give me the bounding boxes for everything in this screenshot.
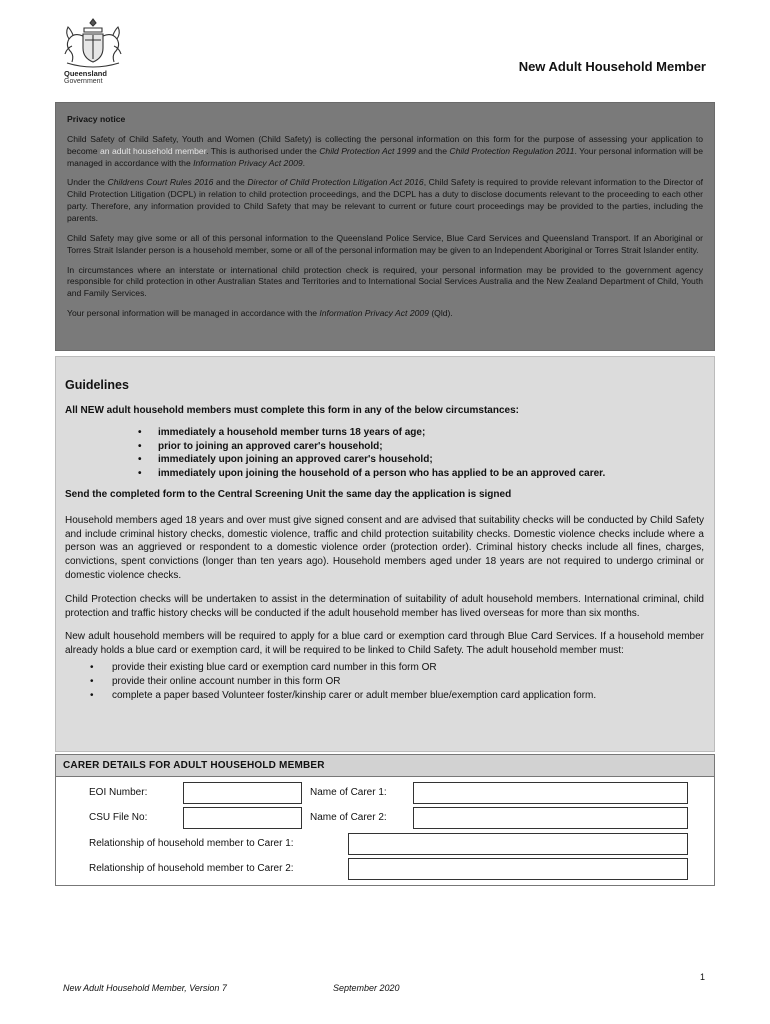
blue-card-list [90,661,704,703]
relationship-carer1-label: Relationship of household member to Carer 1: [89,838,294,849]
privacy-paragraph-5: Your personal information will be managed in accordance with the Information Privacy Act 2009 (Qld). [67,308,453,319]
list-item: • prior to joining an approved carer's household; [138,440,704,454]
guidelines-paragraph-2: Child Protection checks will be undertaken to assist in the determination of suitability of adult household members. International criminal, child protection and traffic history checks will be conducted if the adult household member has lived overseas for more than six months. [65,593,704,619]
footer-date: September 2020 [333,983,400,993]
list-item: • immediately upon joining the household of a person who has applied to be an approved carer. [138,467,704,481]
carer-details-section [55,754,715,886]
carer1-name-label: Name of Carer 1: [310,787,387,798]
privacy-notice [55,102,715,351]
list-item: • immediately upon joining an approved carer's household; [138,453,704,467]
privacy-paragraph-4: In circumstances where an interstate or international child protection check is required, your personal information may be provided to the government agency responsible for child protection in other Australian States and Territories and to International Social Services Australia and the New Zealand Department of Child, Youth and Family Services. [67,264,703,299]
guidelines-section [55,356,715,752]
footer-document-name: New Adult Household Member, Version 7 [63,983,227,993]
relationship-carer2-field[interactable] [348,858,688,880]
csu-file-field[interactable] [183,807,302,829]
relationship-carer1-field[interactable] [348,833,688,855]
send-instruction: Send the completed form to the Central Screening Unit the same day the application is signed [65,489,512,501]
eoi-number-label: EOI Number: [89,787,148,798]
guidelines-heading: Guidelines [65,378,129,392]
relationship-carer2-label: Relationship of household member to Carer 2: [89,863,294,874]
logo-government: Government [64,78,103,85]
carer-details-heading: CARER DETAILS FOR ADULT HOUSEHOLD MEMBER [56,755,714,777]
privacy-paragraph-2: Under the Childrens Court Rules 2016 and the Director of Child Protection Litigation Act 2016, Child Safety is required to provide relevant information to the Director of Child Protection Litigation (DCPL) in relation to child protection proceedings, and the DCPL has a duty to disclose documents relevant to the proceeding to each other party. Therefore, any information provided to Child Safety that may be relevant to current or future court proceedings may be provided to the parties, including the parents. [67,177,703,224]
carer2-name-field[interactable] [413,807,688,829]
list-item: • complete a paper based Volunteer foster/kinship carer or adult member blue/exemption card application form. [90,689,704,703]
form-title: New Adult Household Member [518,59,706,74]
list-item: • provide their existing blue card or exemption card number in this form OR [90,661,704,675]
logo-name: Queensland [64,69,107,78]
csu-file-label: CSU File No: [89,812,148,823]
carer1-name-field[interactable] [413,782,688,804]
eoi-number-field[interactable] [183,782,302,804]
carer2-name-label: Name of Carer 2: [310,812,387,823]
privacy-paragraph-3: Child Safety may give some or all of this personal information to the Queensland Police Service, Blue Card Services and Queensland Transport. If an Aboriginal or Torres Strait Islander person is a household member, some or all of the personal information may be given to an Independent Aboriginal or Torres Strait Islander entity. [67,232,703,255]
guidelines-paragraph-1: Household members aged 18 years and over must give signed consent and are advised that suitability checks will be conducted by Child Safety and include criminal history checks, domestic violence, traffic and child protection suitability checks. Domestic violence checks include where a person was an aggrieved or respondent to a domestic violence order (protection order). Criminal history checks include all fines, charges, convictions, spent convictions (longer than ten years ago). Household members aged under 18 years are not required to undergo criminal or domestic violence checks. [65,514,704,582]
page-number: 1 [699,972,705,982]
privacy-heading: Privacy notice [67,114,126,124]
circumstances-list [138,426,704,480]
guidelines-intro: All NEW adult household members must complete this form in any of the below circumstances: [65,405,519,417]
list-item: • immediately a household member turns 18 years of age; [138,426,704,440]
guidelines-paragraph-3: New adult household members will be required to apply for a blue card or exemption card through Blue Card Services. If a household member already holds a blue card or exemption card, it will be required to be linked to Child Safety. The adult household member must: [65,631,704,657]
privacy-paragraph-1: Child Safety of Child Safety, Youth and Women (Child Safety) is collecting the personal information on this form for the purpose of assessing your application to become an adult household member. This is authorised under the Child Protection Act 1999 and the Child Protection Regulation 2011. Your personal information will be managed in accordance with the Information Privacy Act 2009. [67,133,703,168]
list-item: • provide their online account number in this form OR [90,675,704,689]
highlight-text: an adult household member [99,145,207,156]
